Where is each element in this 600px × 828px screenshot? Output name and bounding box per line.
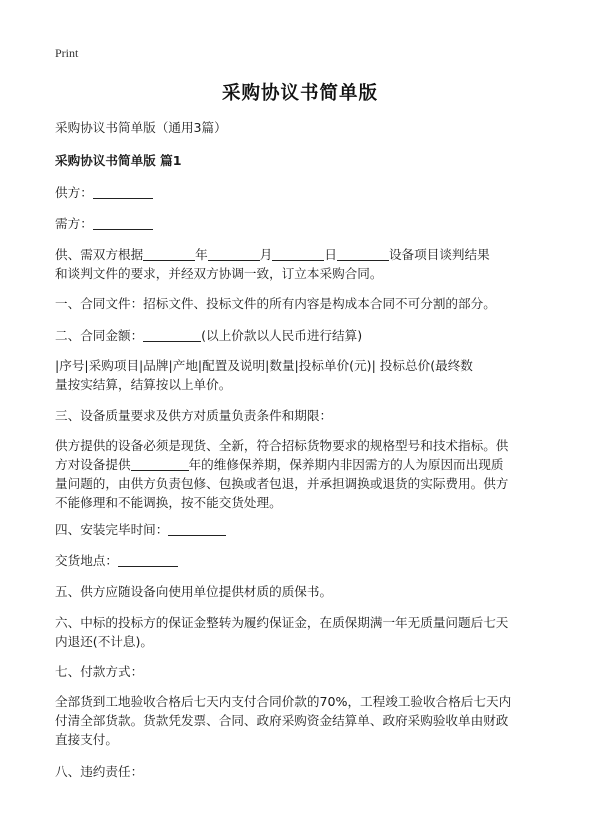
table-line-1: |序号|采购项目|品牌|产地|配置及说明|数量|投标单价(元)| 投标总价(最终数 bbox=[55, 358, 473, 373]
project-blank bbox=[337, 247, 389, 261]
item-4 bbox=[55, 520, 547, 539]
subtitle: 采购协议书简单版（通用3篇） bbox=[55, 120, 227, 135]
quality-line-4: 不能修理和不能调换，按不能交货处理。 bbox=[55, 495, 282, 510]
item-6-line-1: 六、中标的投标方的保证金整转为履约保证金，在质保期满一年无质量问题后七天 bbox=[55, 615, 509, 630]
item-3: 三、设备质量要求及供方对质量负责条件和期限： bbox=[55, 408, 333, 423]
item-5: 五、供方应随设备向使用单位提供材质的质保书。 bbox=[55, 584, 333, 599]
amount-blank bbox=[143, 328, 201, 342]
item-4-label: 四、安装完毕时间： bbox=[55, 522, 169, 537]
paragraph-payment bbox=[55, 692, 547, 749]
quality-line-3: 量问题的，由供方负责包修、包换或者包退，并承担调换或退货的实际费用。供方 bbox=[55, 476, 509, 491]
buyer-label: 需方： bbox=[55, 216, 93, 231]
item-7: 七、付款方式： bbox=[55, 664, 144, 679]
page-title: 采购协议书简单版 bbox=[221, 83, 378, 104]
basis-day: 日 bbox=[324, 247, 337, 262]
paragraph-quality bbox=[55, 436, 547, 512]
item-2-note: (以上价款以人民币进行结算) bbox=[201, 328, 363, 343]
supplier-line bbox=[55, 183, 547, 202]
print-label: Print bbox=[55, 46, 79, 60]
item-1: 一、合同文件：招标文件、投标文件的所有内容是构成本合同不可分割的部分。 bbox=[55, 296, 496, 311]
supplier-label: 供方： bbox=[55, 185, 93, 200]
item-6 bbox=[55, 613, 547, 651]
delivery-line bbox=[55, 551, 547, 570]
install-time-blank bbox=[168, 522, 226, 536]
basis-month: 月 bbox=[259, 247, 273, 262]
quality-line-2a: 方对设备提供 bbox=[55, 457, 131, 472]
month-blank bbox=[208, 247, 260, 261]
year-blank bbox=[143, 247, 195, 261]
delivery-label: 交货地点： bbox=[55, 553, 118, 568]
basis-year: 年 bbox=[195, 247, 208, 262]
table-line-2: 量按实结算，结算按以上单价。 bbox=[55, 377, 232, 392]
delivery-blank bbox=[118, 553, 178, 567]
buyer-line bbox=[55, 214, 547, 233]
item-8: 八、违约责任： bbox=[55, 764, 144, 779]
quality-line-1: 供方提供的设备必须是现货、全新，符合招标货物要求的规格型号和技术指标。供 bbox=[55, 438, 509, 453]
basis-text-a: 供、需双方根据 bbox=[55, 247, 144, 262]
quality-line-2 bbox=[55, 455, 547, 474]
buyer-blank bbox=[93, 216, 153, 230]
payment-line-2: 付清全部货款。货款凭发票、合同、政府采购资金结算单、政府采购验收单由财政 bbox=[55, 713, 509, 728]
paragraph-basis-line2: 和谈判文件的要求，并经双方协调一致，订立本采购合同。 bbox=[55, 266, 383, 281]
basis-text-e: 设备项目谈判结果 bbox=[388, 247, 490, 262]
paragraph-basis-line1 bbox=[55, 245, 547, 264]
quality-line-2b: 年的维修保养期，保养期内非因需方的人为原因而出现质 bbox=[188, 457, 504, 472]
maintenance-years-blank bbox=[131, 457, 189, 471]
payment-line-3: 直接支付。 bbox=[55, 732, 118, 747]
item-2-label: 二、合同金额： bbox=[55, 328, 144, 343]
supplier-blank bbox=[93, 185, 153, 199]
paragraph-basis bbox=[55, 245, 547, 283]
day-blank bbox=[272, 247, 324, 261]
table-description bbox=[55, 356, 547, 394]
payment-line-1: 全部货到工地验收合格后七天内支付合同价款的70%，工程竣工验收合格后七天内 bbox=[55, 694, 512, 709]
item-6-line-2: 内退还(不计息)。 bbox=[55, 634, 153, 649]
item-2 bbox=[55, 326, 547, 345]
section-title: 采购协议书简单版 篇1 bbox=[55, 153, 182, 168]
